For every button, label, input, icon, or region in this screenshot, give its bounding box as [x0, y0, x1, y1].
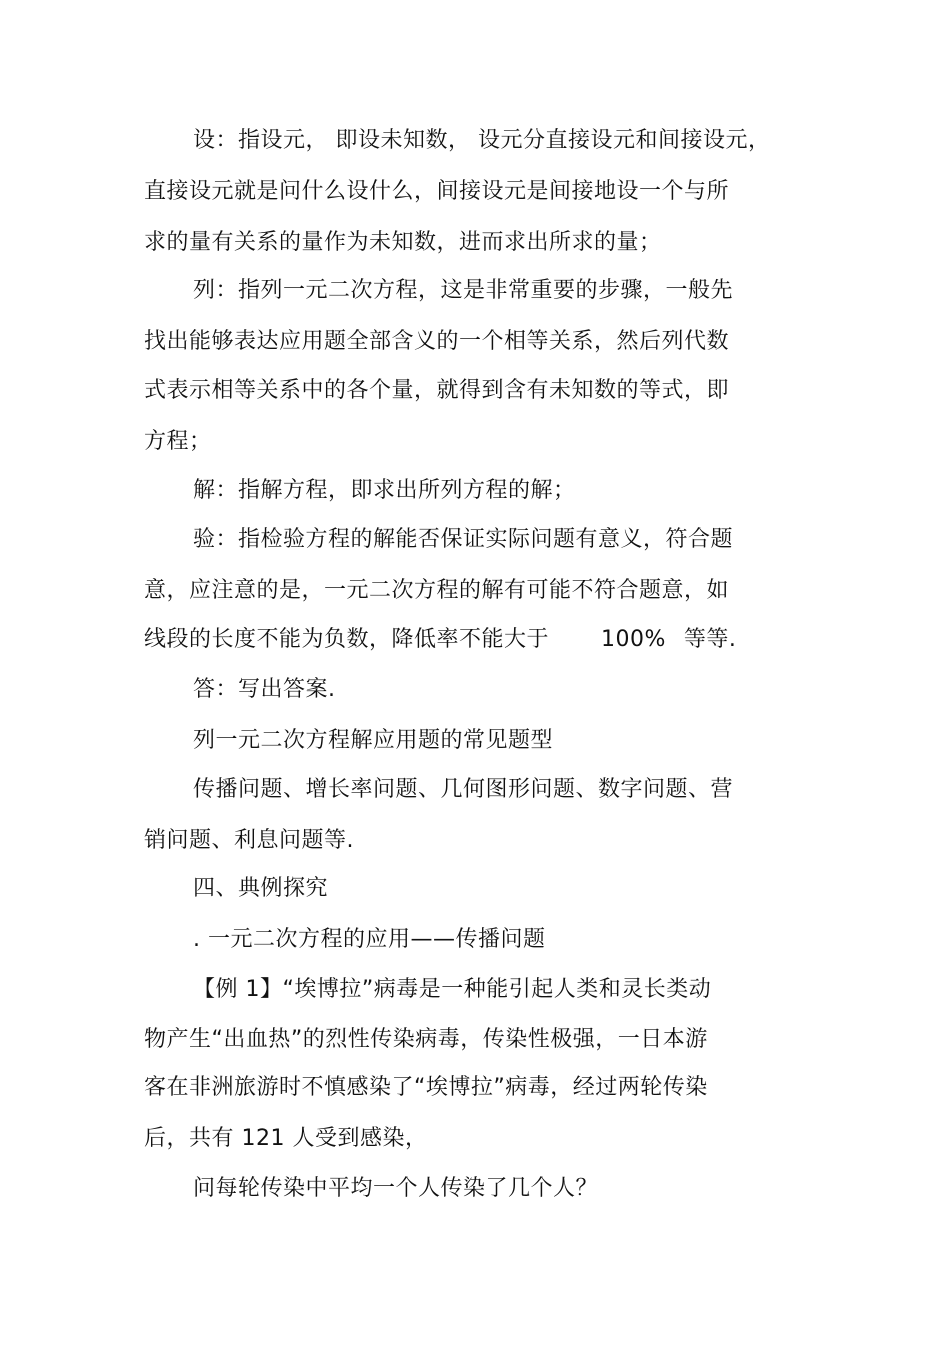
- example-line-2: 物产生“出血热”的烈性传染病毒，传染性极强，一日本游: [144, 1027, 708, 1052]
- step-list-line-3: 式表示相等关系中的各个量，就得到含有未知数的等式，即: [144, 378, 730, 403]
- subsection-heading: . 一元二次方程的应用——传播问题: [193, 927, 546, 952]
- step-list-line-4: 方程；: [144, 429, 212, 454]
- step-check-line-3: [144, 625, 736, 655]
- example-line-1: 【例 1】“埃博拉”病毒是一种能引起人类和灵长类动: [193, 977, 712, 1002]
- step-set-line-2: 直接设元就是问什么设什么，间接设元是间接地设一个与所: [144, 179, 730, 204]
- example-line-3: 客在非洲旅游时不慎感染了“埃博拉”病毒，经过两轮传染: [144, 1075, 708, 1100]
- step-set-line-1: 设：指设元， 即设未知数， 设元分直接设元和间接设元，: [193, 128, 771, 153]
- question-types-line-2: 销问题、利息问题等.: [144, 828, 354, 853]
- step-solve-line: 解：指解方程，即求出所列方程的解；: [193, 478, 576, 503]
- question-types-heading: 列一元二次方程解应用题的常见题型: [193, 728, 554, 753]
- step-check-line-2: 意，应注意的是，一元二次方程的解有可能不符合题意，如: [144, 578, 730, 603]
- step-check-line-3-suffix: 等等.: [683, 627, 737, 652]
- step-answer-line: 答：写出答案.: [193, 677, 336, 702]
- percent-value: 100%: [601, 627, 666, 652]
- example-question: 问每轮传染中平均一个人传染了几个人？: [193, 1176, 599, 1201]
- question-types-line-1: 传播问题、增长率问题、几何图形问题、数字问题、营: [193, 777, 734, 802]
- step-check-line-1: 验：指检验方程的解能否保证实际问题有意义，符合题: [193, 527, 734, 552]
- step-list-line-2: 找出能够表达应用题全部含义的一个相等关系，然后列代数: [144, 329, 730, 354]
- example-line-4: 后，共有 121 人受到感染，: [144, 1126, 428, 1151]
- step-list-line-1: 列：指列一元二次方程，这是非常重要的步骤，一般先: [193, 278, 734, 303]
- step-check-line-3-text: 线段的长度不能为负数，降低率不能大于: [144, 627, 550, 652]
- step-set-line-3: 求的量有关系的量作为未知数，进而求出所求的量；: [144, 230, 662, 255]
- section-heading: 四、典例探究: [193, 876, 329, 901]
